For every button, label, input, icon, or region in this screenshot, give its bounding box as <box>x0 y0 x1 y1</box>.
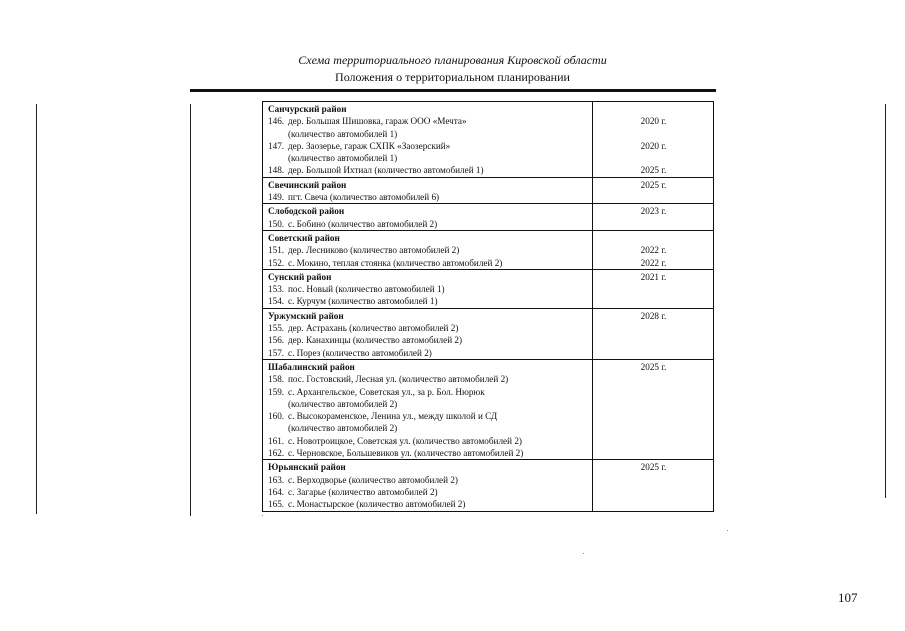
item-number: 163. <box>268 474 285 485</box>
deadline-cell <box>593 308 714 359</box>
settlement-text: с. Высокораменское, Ленина ул., между школой и СД <box>288 411 498 422</box>
item-number: 159. <box>268 386 285 397</box>
settlement-text: (количество автомобилей 2) <box>288 398 398 409</box>
deadline-year <box>598 232 709 244</box>
deadline-year <box>598 103 709 115</box>
deadline-year: 2021 г. <box>640 271 667 282</box>
deadline-year: 2028 г. <box>640 310 667 321</box>
settlement-line <box>268 295 588 307</box>
district-name: Советский район <box>268 232 340 243</box>
district-row <box>263 269 714 308</box>
item-number: 155. <box>268 323 285 334</box>
settlement-text: пгт. Свеча (количество автомобилей 6) <box>288 192 440 203</box>
document-subtitle: Положения о территориальном планировании <box>335 70 570 84</box>
deadline-cell <box>593 204 714 231</box>
district-name: Слободской район <box>268 206 345 217</box>
settlement-text: с. Мокино, теплая стоянка (количество автомобилей 2) <box>288 257 503 268</box>
deadline-year <box>598 152 709 164</box>
deadline-year: 2022 г. <box>640 257 667 268</box>
deadline-cell <box>593 460 714 511</box>
left-frame-line <box>190 104 191 516</box>
settlement-text: дер. Большой Ихтиал (количество автомобилей 1) <box>288 165 484 176</box>
scan-speck <box>583 553 584 554</box>
settlement-text: с. Верходворье (количество автомобилей 2) <box>288 474 458 485</box>
settlements-cell <box>263 308 593 359</box>
district-row <box>263 102 714 178</box>
settlement-text: с. Монастырское (количество автомобилей 2) <box>288 499 466 510</box>
settlement-text: (количество автомобилей 2) <box>288 423 398 434</box>
scan-speck <box>727 530 728 531</box>
district-name: Сунский район <box>268 271 332 282</box>
item-number: 154. <box>268 296 285 307</box>
settlement-text: с. Бобино (количество автомобилей 2) <box>288 218 438 229</box>
settlement-line <box>268 140 588 152</box>
settlement-line <box>268 447 588 459</box>
district-row <box>263 177 714 204</box>
schedule-table <box>262 101 714 512</box>
settlement-line <box>268 498 588 510</box>
settlements-cell <box>263 460 593 511</box>
settlement-line <box>268 164 588 176</box>
item-number: 157. <box>268 347 285 358</box>
item-number: 164. <box>268 486 285 497</box>
item-number: 148. <box>268 165 285 176</box>
item-number: 151. <box>268 245 285 256</box>
settlement-text: дер. Канахинцы (количество автомобилей 2) <box>288 335 463 346</box>
settlements-cell <box>263 359 593 459</box>
district-name: Юрьянский район <box>268 462 346 473</box>
settlement-line <box>268 422 588 434</box>
item-number: 162. <box>268 448 285 459</box>
district-name: Уржумский район <box>268 310 344 321</box>
item-number: 146. <box>268 116 285 127</box>
scan-speck <box>262 515 263 516</box>
item-number: 152. <box>268 257 285 268</box>
settlement-text: (количество автомобилей 1) <box>288 128 398 139</box>
page-number: 107 <box>838 590 858 605</box>
header-rule <box>190 89 716 92</box>
settlements-cell <box>263 230 593 269</box>
settlement-line <box>268 373 588 385</box>
settlement-line <box>268 334 588 346</box>
item-number: 153. <box>268 284 285 295</box>
settlement-line <box>268 386 588 398</box>
settlements-cell <box>263 204 593 231</box>
settlement-text: с. Порез (количество автомобилей 2) <box>288 347 432 358</box>
settlement-line <box>268 474 588 486</box>
deadline-year: 2023 г. <box>640 206 667 217</box>
deadline-year: 2025 г. <box>640 462 667 473</box>
settlement-text: (количество автомобилей 1) <box>288 153 398 164</box>
settlement-line <box>268 435 588 447</box>
district-row <box>263 230 714 269</box>
settlement-line <box>268 152 588 164</box>
item-number: 147. <box>268 140 285 151</box>
district-row <box>263 359 714 459</box>
district-row <box>263 308 714 359</box>
settlement-line <box>268 398 588 410</box>
deadline-year: 2020 г. <box>640 116 667 127</box>
settlement-text: с. Загарье (количество автомобилей 2) <box>288 486 438 497</box>
settlement-text: с. Черновское, Большевиков ул. (количество автомобилей 2) <box>288 448 524 459</box>
item-number: 158. <box>268 374 285 385</box>
deadline-year: 2025 г. <box>640 361 667 372</box>
settlement-line <box>268 486 588 498</box>
right-margin-line <box>885 104 886 498</box>
deadline-cell <box>593 269 714 308</box>
settlement-line <box>268 191 588 203</box>
settlement-line <box>268 410 588 422</box>
district-row <box>263 460 714 511</box>
document-title: Схема территориального планирования Кировской области <box>298 53 607 67</box>
deadline-year: 2025 г. <box>640 165 667 176</box>
settlement-text: дер. Лесниково (количество автомобилей 2) <box>288 245 460 256</box>
settlement-text: пос. Гостовский, Лесная ул. (количество автомобилей 2) <box>288 374 509 385</box>
settlement-line <box>268 257 588 269</box>
settlement-text: дер. Заозерье, гараж СХПК «Заозерский» <box>288 140 451 151</box>
item-number: 156. <box>268 335 285 346</box>
settlements-cell <box>263 269 593 308</box>
district-name: Шабалинский район <box>268 361 355 372</box>
settlement-line <box>268 347 588 359</box>
settlement-text: дер. Астрахань (количество автомобилей 2) <box>288 323 459 334</box>
settlements-cell <box>263 102 593 178</box>
settlement-text: с. Архангельское, Советская ул., за р. Бол. Нюрюк <box>288 386 485 397</box>
settlement-text: с. Курчум (количество автомобилей 1) <box>288 296 438 307</box>
settlement-line <box>268 128 588 140</box>
deadline-cell <box>593 102 714 178</box>
item-number: 160. <box>268 411 285 422</box>
settlement-text: пос. Новый (количество автомобилей 1) <box>288 284 445 295</box>
deadline-year: 2025 г. <box>640 179 667 190</box>
item-number: 165. <box>268 499 285 510</box>
settlement-line <box>268 244 588 256</box>
settlement-line <box>268 283 588 295</box>
item-number: 150. <box>268 218 285 229</box>
item-number: 161. <box>268 435 285 446</box>
deadline-cell <box>593 230 714 269</box>
deadline-year: 2020 г. <box>640 140 667 151</box>
district-name: Свечинский район <box>268 179 347 190</box>
deadline-year: 2022 г. <box>640 245 667 256</box>
settlement-text: с. Новотроицкое, Советская ул. (количество автомобилей 2) <box>288 435 522 446</box>
deadline-cell <box>593 359 714 459</box>
deadline-year <box>598 128 709 140</box>
settlements-cell <box>263 177 593 204</box>
item-number: 149. <box>268 192 285 203</box>
settlement-line <box>268 115 588 127</box>
district-row <box>263 204 714 231</box>
district-name: Санчурский район <box>268 104 347 114</box>
settlement-line <box>268 322 588 334</box>
left-margin-line <box>36 104 37 514</box>
deadline-cell <box>593 177 714 204</box>
settlement-text: дер. Большая Шишовка, гараж ООО «Мечта» <box>288 116 467 127</box>
settlement-line <box>268 218 588 230</box>
